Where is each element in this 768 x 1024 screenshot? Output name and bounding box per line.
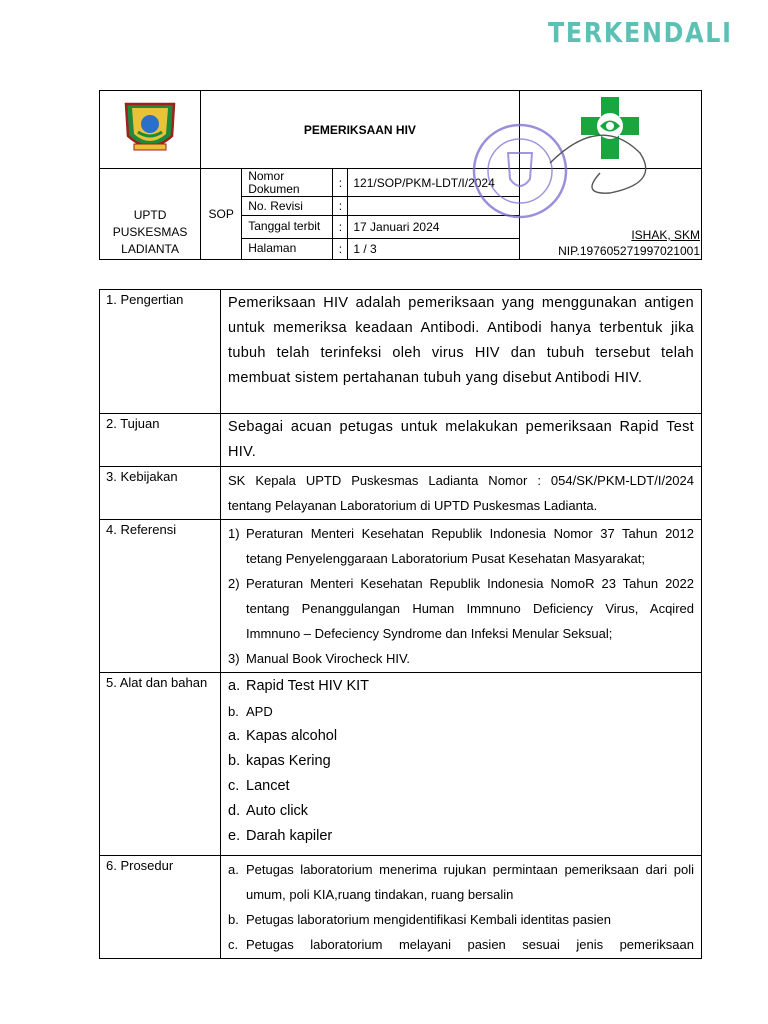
field-label: No. Revisi (242, 196, 333, 215)
field-value: 1 / 3 (348, 238, 519, 259)
field-value: 121/SOP/PKM-LDT/I/2024 (348, 169, 519, 196)
sop-content-table (99, 289, 702, 959)
list-item: c. Petugas laboratorium melayani pasien sesuai jenis pemeriksaan (228, 937, 694, 952)
field-value: 17 Januari 2024 (348, 216, 519, 238)
reference-list (228, 521, 694, 671)
section-label: 1. Pengertian (100, 290, 221, 414)
section-row (100, 467, 702, 520)
list-item: 2) Peraturan Menteri Kesehatan Republik Indonesia NomoR 23 Tahun 2022 tentang Penanggulangan Human Immnuno Deficiency Virus, Acqired Immnuno – Defeciency Syndrome dan Infeksi Menular Seksual; (228, 576, 694, 641)
section-row (100, 414, 702, 467)
section-text: SK Kepala UPTD Puskesmas Ladianta Nomor : 054/SK/PKM-LDT/I/2024 tentang Pelayanan Laboratorium di UPTD Puskesmas Ladianta. (228, 473, 694, 513)
section-label: 5. Alat dan bahan (100, 673, 221, 856)
list-item: c. Lancet (228, 778, 290, 794)
document-title: PEMERIKSAAN HIV (201, 91, 520, 169)
list-item: b. APD (228, 704, 273, 719)
field-label: Halaman (242, 238, 333, 259)
section-row (100, 290, 702, 414)
list-item: d. Auto click (228, 803, 309, 819)
field-label: Nomor Dokumen (242, 169, 333, 196)
procedure-list (228, 857, 694, 957)
list-item: e. Darah kapiler (228, 828, 333, 844)
section-text: Pemeriksaan HIV adalah pemeriksaan yang menggunakan antigen untuk memeriksa keadaan Antibodi. Antibodi hanya terbentuk jika tubuh telah terinfeksi oleh virus HIV dan tubuh tersebut telah membuat sistem pertahanan tubuh yang disebut Antibodi HIV. (228, 295, 694, 386)
field-label: Tanggal terbit (242, 216, 333, 238)
section-label: 2. Tujuan (100, 414, 221, 467)
signature-block (519, 169, 701, 260)
section-label: 6. Prosedur (100, 856, 221, 959)
section-row (100, 856, 702, 959)
terkendali-stamp: TERKENDALI (548, 16, 733, 49)
signer-nip: NIP.197605271997021001 (558, 244, 700, 258)
document-header: PEMERIKSAAN HIV UPTD PUSKESMAS LADIANTA SOP Nomor Dokumen : 121/SOP/PKM-LDT/I/2024 ISHAK, SKM NIP.197605271997021001 No. Revisi : Tanggal terbit : 17 Januari 2024 Halaman : 1 / 3 (99, 90, 702, 260)
list-item: 3) Manual Book Virocheck HIV. (228, 651, 411, 666)
section-label: 4. Referensi (100, 520, 221, 673)
official-stamp-icon (450, 123, 690, 219)
list-item: b. Petugas laboratorium mengidentifikasi Kembali identitas pasien (228, 912, 611, 927)
list-item: a. Kapas alcohol (228, 728, 338, 744)
org-name: UPTD PUSKESMAS LADIANTA (100, 169, 201, 260)
section-text: Sebagai acuan petugas untuk melakukan pemeriksaan Rapid Test HIV. (228, 419, 694, 460)
regency-logo (100, 91, 201, 169)
list-item: 1) Peraturan Menteri Kesehatan Republik Indonesia Nomor 37 Tahun 2012 tetang Penyelenggaraan Laboratorium Pusat Kesehatan Masyarakat; (228, 526, 694, 566)
list-item: a. Petugas laboratorium menerima rujukan permintaan pemeriksaan dari poli umum, poli KIA,ruang tindakan, ruang bersalin (228, 862, 694, 902)
section-row (100, 520, 702, 673)
list-item: a. Rapid Test HIV KIT (228, 678, 370, 694)
section-row (100, 673, 702, 856)
equipment-list (228, 674, 694, 849)
list-item: b. kapas Kering (228, 753, 331, 769)
sop-label: SOP (201, 169, 242, 260)
signer-name: ISHAK, SKM (631, 228, 700, 242)
section-label: 3. Kebijakan (100, 467, 221, 520)
regency-emblem-icon (122, 98, 178, 158)
